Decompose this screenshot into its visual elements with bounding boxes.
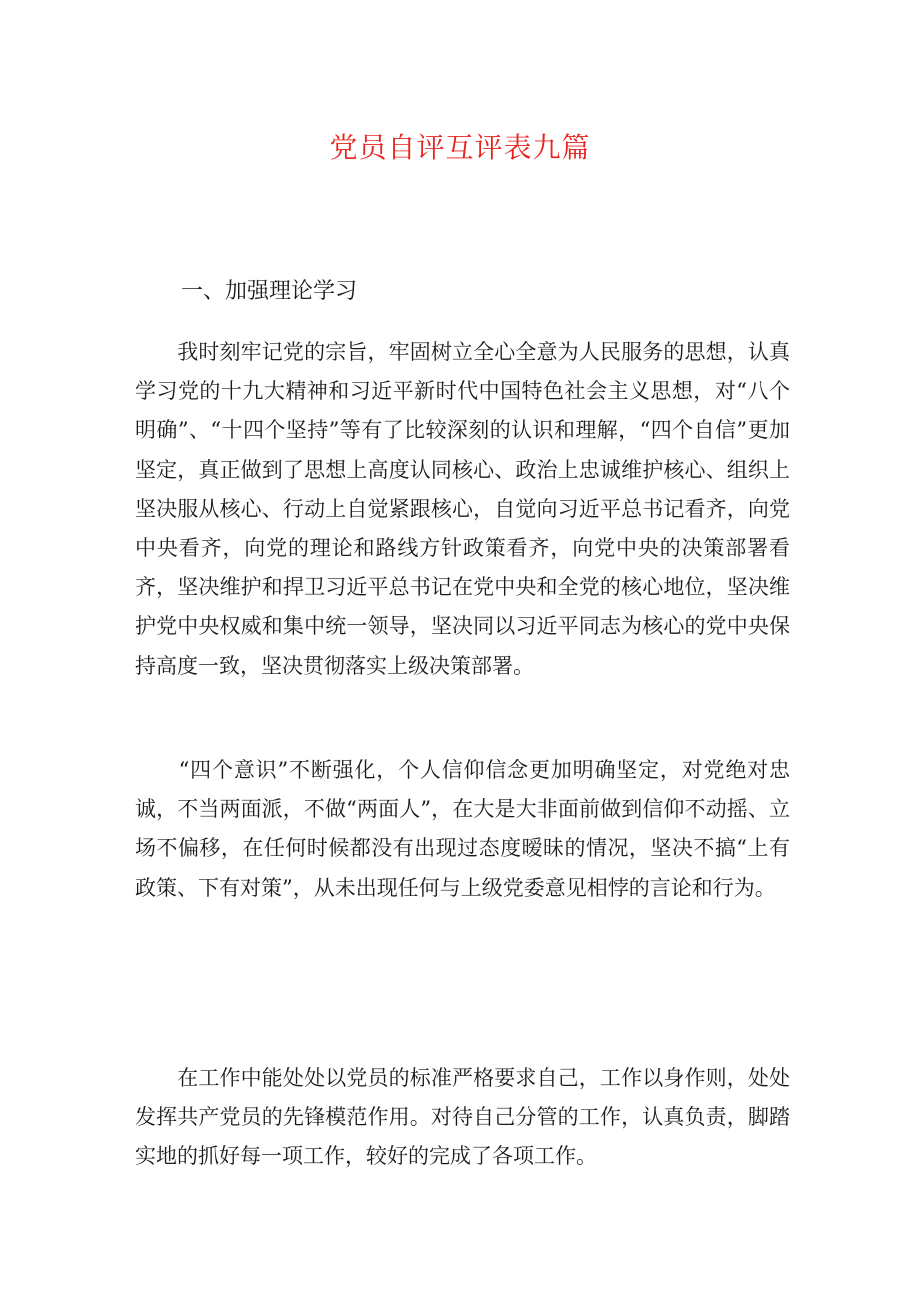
body-paragraph: 在工作中能处处以党员的标准严格要求自己，工作以身作则，处处发挥共产党员的先锋模范作用。对待自己分管的工作，认真负责，脚踏实地的抓好每一项工作，较好的完成了各项工作。: [135, 1066, 790, 1169]
section-heading: 一、加强理论学习: [181, 279, 358, 304]
document-title: 党员自评互评表九篇: [329, 131, 591, 164]
body-paragraph: “四个意识”不断强化，个人信仰信念更加明确坚定，对党绝对忠诚，不当两面派，不做“两面人”，在大是大非面前做到信仰不动摇、立场不偏移，在任何时候都没有出现过态度暧昧的情况，坚决不搞“上有政策、下有对策”，从未出现任何与上级党委意见相悖的言论和行为。: [135, 758, 790, 900]
body-paragraph: 我时刻牢记党的宗旨，牢固树立全心全意为人民服务的思想，认真学习党的十九大精神和习近平新时代中国特色社会主义思想，对“八个明确”、“十四个坚持”等有了比较深刻的认识和理解，“四个自信”更加坚定，真正做到了思想上高度认同核心、政治上忠诚维护核心、组织上坚决服从核心、行动上自觉紧跟核心，自觉向习近平总书记看齐，向党中央看齐，向党的理论和路线方针政策看齐，向党中央的决策部署看齐，坚决维护和捍卫习近平总书记在党中央和全党的核心地位，坚决维护党中央权威和集中统一领导，坚决同以习近平同志为核心的党中央保持高度一致，坚决贯彻落实上级决策部署。: [135, 340, 790, 678]
